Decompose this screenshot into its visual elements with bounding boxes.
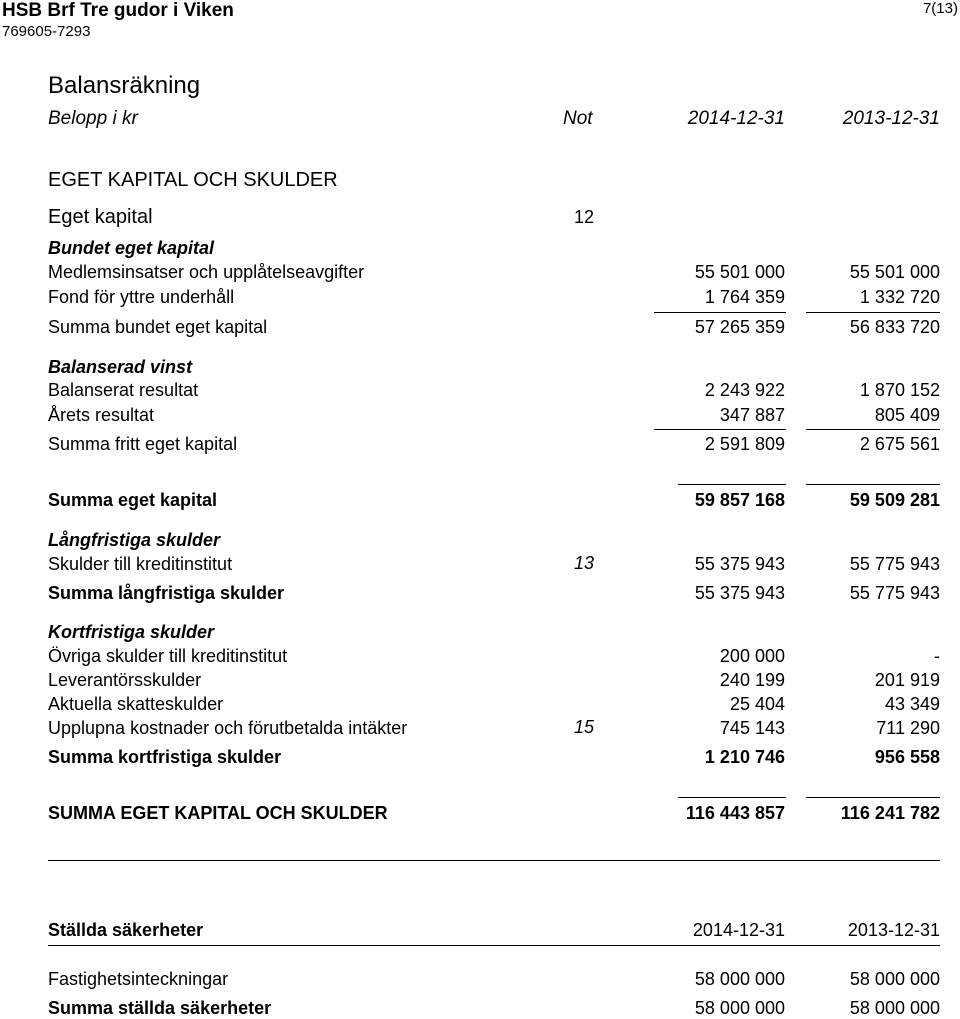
short-term-liabilities-heading: Kortfristiga skulder [48,622,215,642]
row-value-year2: 55 501 000 [849,262,940,282]
row-value-year2: 711 290 [876,718,940,738]
row-label: Summa långfristiga skulder [48,583,285,603]
row-value-year2: 43 349 [884,694,940,714]
restricted-equity-heading: Bundet eget kapital [48,238,215,258]
unrestricted-equity-heading: Balanserad vinst [48,357,193,377]
row-label: Medlemsinsatser och upplåtelseavgifter [48,262,365,282]
row-value-year2: 201 919 [874,670,940,690]
row-value-year2: 59 509 281 [849,490,940,510]
organization-name: HSB Brf Tre gudor i Viken [2,0,234,21]
row-value-year1: 2 243 922 [704,380,785,400]
row-value-year1: 240 199 [719,670,785,690]
page-title: Balansräkning [48,72,201,99]
section-title: EGET KAPITAL OCH SKULDER [48,169,338,191]
long-term-liabilities-heading: Långfristiga skulder [48,530,221,550]
row-value-year1: 57 265 359 [694,317,785,337]
row-value-year1: 1 210 746 [704,747,785,767]
organization-number: 769605-7293 [2,23,91,40]
row-label: Balanserat resultat [48,380,199,400]
row-value-year1: 58 000 000 [694,998,785,1018]
row-value-year2: 116 241 782 [840,803,940,823]
row-value-year1: 745 143 [719,718,785,738]
pledged-assets-heading: Ställda säkerheter [48,920,204,940]
row-label: Upplupna kostnader och förutbetalda intäkter [48,718,408,738]
section-divider [48,860,940,861]
subtotal-rule [806,312,940,313]
total-rule [806,797,940,798]
row-value-year1: 59 857 168 [694,490,785,510]
row-value-year2: 805 409 [874,405,940,425]
row-label: Summa ställda säkerheter [48,998,272,1018]
column-header-note: Not [563,108,593,129]
subtotal-rule [654,429,786,430]
total-rule [806,484,940,485]
column-header-amount: Belopp i kr [48,108,138,129]
row-value-year1: 2 591 809 [704,434,785,454]
row-value-year1: 55 375 943 [694,554,785,574]
equity-heading: Eget kapital [48,206,153,228]
subtotal-rule [806,429,940,430]
column-header-year1: 2014-12-31 [687,108,785,129]
row-note: 15 [574,717,595,737]
page-number: 7(13) [922,0,958,17]
total-rule [678,484,786,485]
row-label: Övriga skulder till kreditinstitut [48,646,288,666]
row-value-year1: 55 501 000 [694,262,785,282]
header-rule [48,945,940,946]
row-label: Summa kortfristiga skulder [48,747,282,767]
row-value-year2: 956 558 [874,747,940,767]
row-value-year2: 58 000 000 [849,998,940,1018]
row-label: Aktuella skatteskulder [48,694,224,714]
row-value-year1: 1 764 359 [704,287,785,307]
total-rule [678,797,786,798]
row-value-year2: 55 775 943 [849,583,940,603]
row-value-year1: 200 000 [719,646,785,666]
row-label: Summa fritt eget kapital [48,434,238,454]
row-value-year1: 55 375 943 [694,583,785,603]
row-label: Fastighetsinteckningar [48,969,229,989]
row-value-year2: - [934,646,940,666]
pledged-year2-header: 2013-12-31 [847,920,940,940]
row-label: Fond för yttre underhåll [48,287,235,307]
row-value-year2: 55 775 943 [849,554,940,574]
row-value-year1: 116 443 857 [685,803,785,823]
row-value-year1: 347 887 [719,405,785,425]
row-value-year1: 25 404 [729,694,785,714]
row-label: Årets resultat [48,405,155,425]
row-label: SUMMA EGET KAPITAL OCH SKULDER [48,803,388,823]
row-label: Summa eget kapital [48,490,218,510]
subtotal-rule [654,312,786,313]
row-label: Summa bundet eget kapital [48,317,268,337]
row-value-year2: 1 870 152 [859,380,940,400]
row-value-year2: 56 833 720 [849,317,940,337]
pledged-year1-header: 2014-12-31 [692,920,785,940]
row-value-year2: 2 675 561 [859,434,940,454]
row-note: 13 [574,553,595,573]
row-label: Leverantörsskulder [48,670,202,690]
column-header-year2: 2013-12-31 [842,108,940,129]
row-label: Skulder till kreditinstitut [48,554,233,574]
row-value-year1: 58 000 000 [694,969,785,989]
row-value-year2: 1 332 720 [859,287,940,307]
equity-note: 12 [574,207,595,227]
row-value-year2: 58 000 000 [849,969,940,989]
